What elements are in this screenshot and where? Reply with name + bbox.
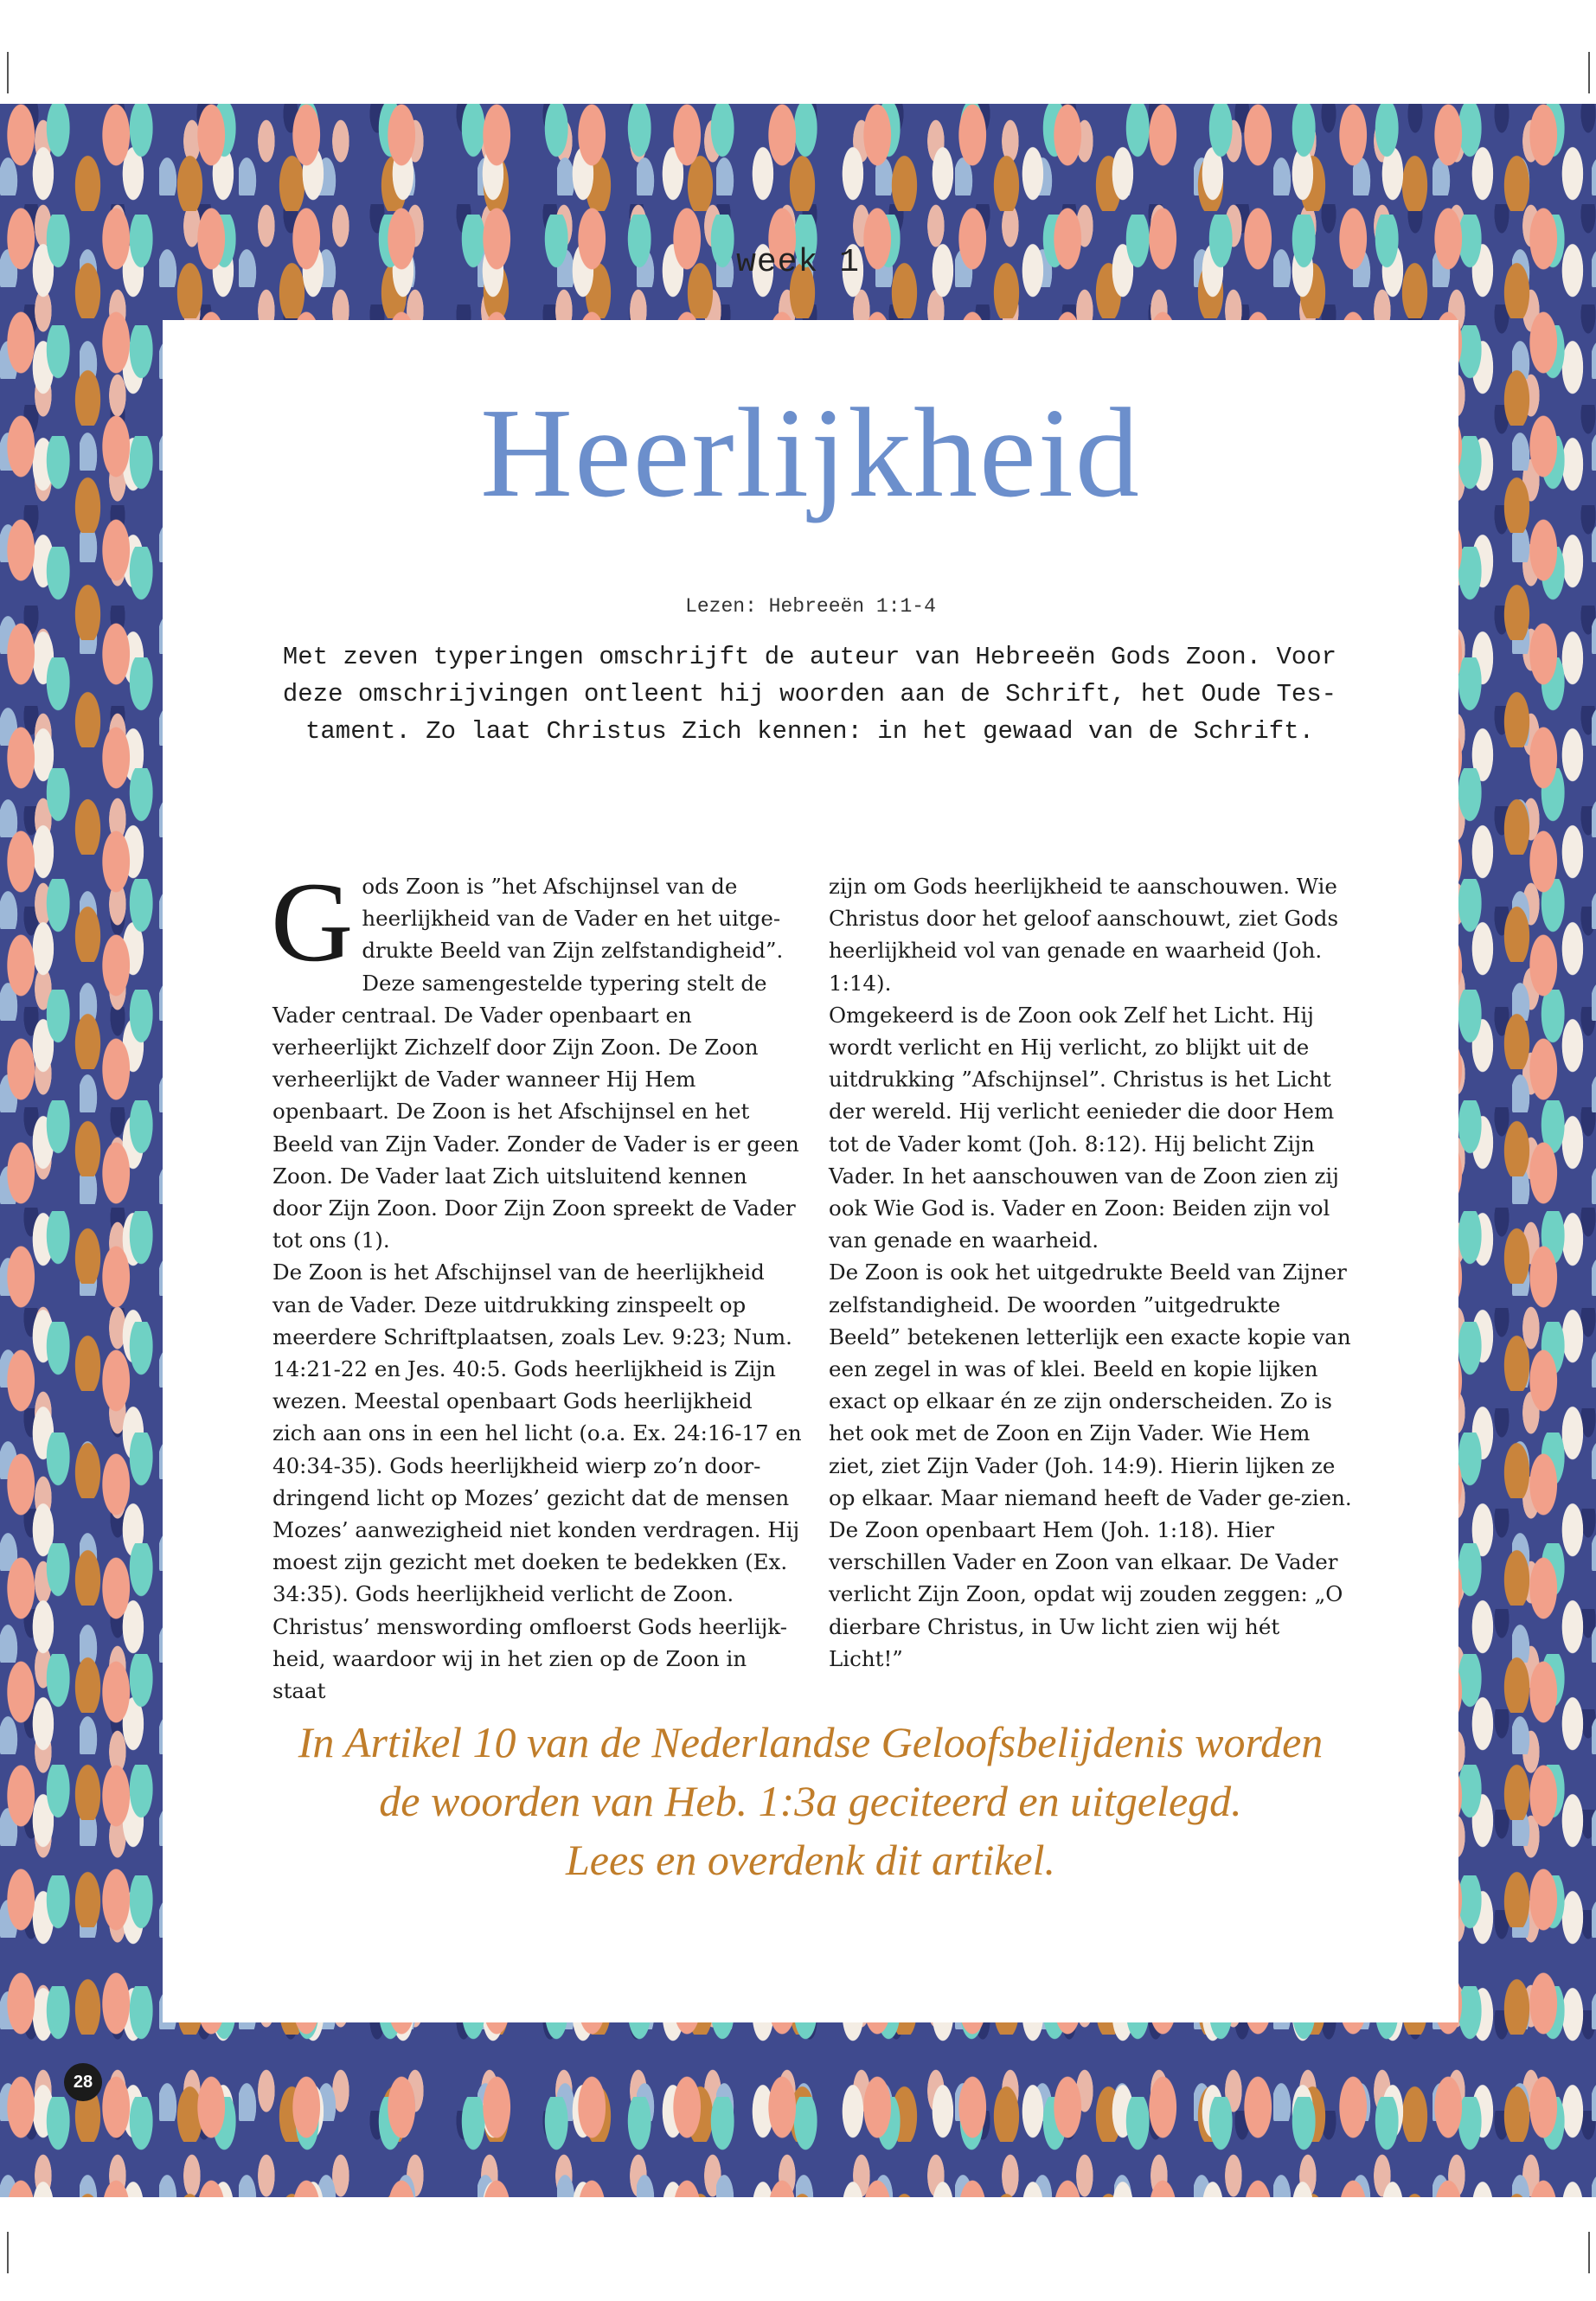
intro-line: Met zeven typeringen omschrijft de auteur van Hebreeën Gods Zoon. Voor [282,643,1337,671]
article-column-left [271,858,802,1707]
paragraph: De Zoon is ook het uitgedrukte Beeld van Zijner zelfstandigheid. De woorden ”uitgedrukte Beeld” betekenen letterlijk een exacte kopie van een zegel in was of klei. Beeld en kopie lijken exact op elkaar én ze zijn onderscheiden. Zo is het ook met de Zoon en Zijn Vader. Wie Hem ziet, ziet Zijn Vader (Joh. 14:9). Hierin lijken ze op elkaar. Maar niemand heeft de Vader ge-zien. De Zoon openbaart Hem (Joh. 1:18). Hier verschillen Vader en Zoon van elkaar. De Vader verlicht Zijn Zoon, opdat wij zouden zeggen: „O dierbare Christus, in Uw licht zien wij hét Licht!” [829,1259,1352,1671]
closing-line: In Artikel 10 van de Nederlandse Geloofsbelijdenis worden [298,1718,1324,1766]
paragraph: ods Zoon is ”het Afschijnsel van de heerlijkheid van de Vader en het uitge-drukte Beeld van Zijn zelfstandigheid”. Deze samengestelde typering stelt de Vader centraal. De Vader openbaart en verheerlijkt Zichzelf door Zijn Zoon. De Zoon verheerlijkt de Vader wanneer Hij Hem openbaart. De Zoon is het Afschijnsel en het Beeld van Zijn Vader. Zonder de Vader is er geen Zoon. De Vader laat Zich uitsluitend kennen door Zijn Zoon. Door Zijn Zoon spreekt de Vader tot ons (1). [272,874,799,1253]
reading-reference: Lezen: Hebreeën 1:1-4 [685,595,936,618]
page-title: Heerlijkheid [480,382,1141,524]
closing-line: de woorden van Heb. 1:3a geciteerd en uitgelegd. [379,1777,1242,1825]
crop-mark [7,52,9,93]
intro-line: tament. Zo laat Christus Zich kennen: in het gewaad van de Schrift. [305,717,1314,746]
intro-line: deze omschrijvingen ontleent hij woorden aan de Schrift, het Oude Tes- [282,680,1337,708]
closing-line: Lees en overdenk dit artikel. [565,1836,1055,1884]
crop-mark [1588,2232,1590,2273]
intro-paragraph [273,638,1346,750]
paragraph: zijn om Gods heerlijkheid te aanschouwen. Wie Christus door het geloof aanschouwt, ziet Gods heerlijkheid vol van genade en waarheid (Joh. 1:14). [829,874,1339,996]
paragraph: Omgekeerd is de Zoon ook Zelf het Licht. Hij wordt verlicht en Hij verlicht, zo blijkt uit de uitdrukking ”Afschijnsel”. Christus is het Licht der wereld. Hij verlicht eenieder die door Hem tot de Vader komt (Joh. 8:12). Hij belicht Zijn Vader. In het aanschouwen van de Zoon zien zij ook Wie God is. Vader en Zoon: Beiden zijn vol van genade en waarheid. [829,1002,1339,1253]
paragraph: De Zoon is het Afschijnsel van de heerlijkheid van de Vader. Deze uitdrukking zinspeelt op meerdere Schriftplaatsen, zoals Lev. 9:23; Num. 14:21-22 en Jes. 40:5. Gods heerlijkheid is Zijn wezen. Meestal openbaart Gods heerlijkheid zich aan ons in een hel licht (o.a. Ex. 24:16-17 en 40:34-35). Gods heerlijkheid wierp zo’n door-dringend licht op Mozes’ gezicht dat de mensen Mozes’ aanwezigheid niet konden verdragen. Hij moest zijn gezicht met doeken te bedekken (Ex. 34:35). Gods heerlijkheid verlicht de Zoon. Christus’ menswording omfloerst Gods heerlijk-heid, waardoor wij in het zien op de Zoon in staat [272,1259,802,1704]
drop-cap: G [271,858,354,985]
week-label: week 1 [736,244,860,281]
article-column-right [829,870,1358,1675]
crop-mark [7,2232,9,2273]
crop-mark [1588,52,1590,93]
page-number-badge: 28 [64,2063,102,2101]
closing-assignment [163,1713,1458,1889]
